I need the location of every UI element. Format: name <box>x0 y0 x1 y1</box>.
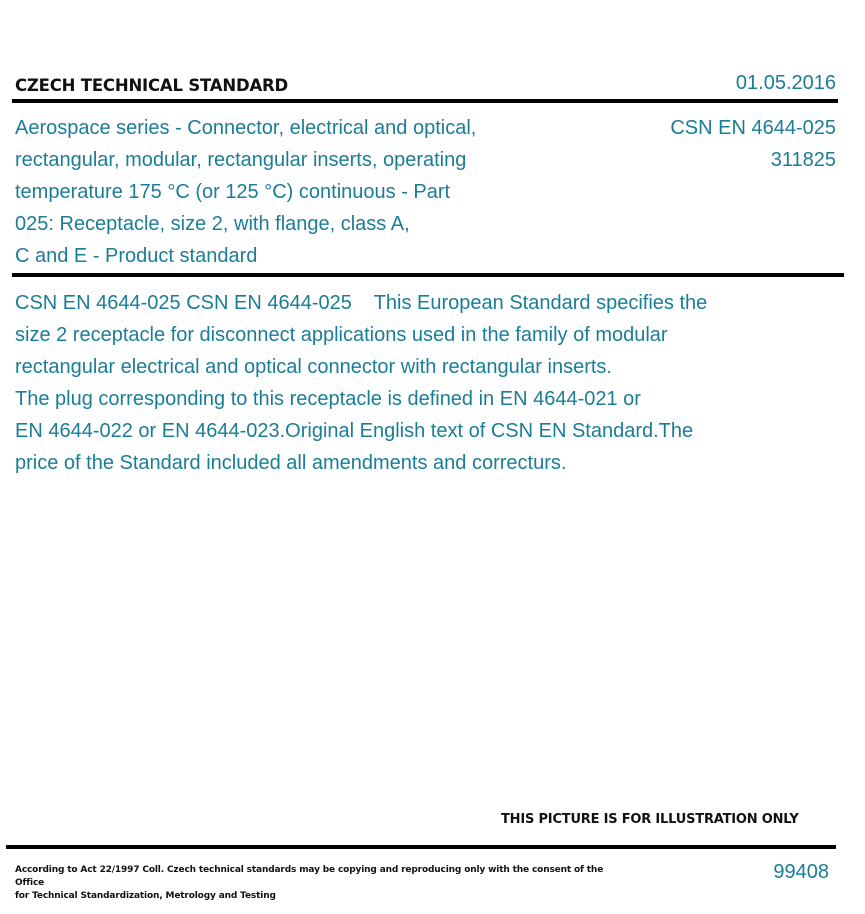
standard-title-line: C and E - Product standard <box>15 245 258 267</box>
header-rule <box>12 99 838 103</box>
standard-title-line: Aerospace series - Connector, electrical and optical, <box>15 117 477 139</box>
footer-rule <box>6 845 836 849</box>
legal-notice <box>15 864 615 903</box>
abstract-line: rectangular electrical and optical connector with rectangular inserts. <box>15 356 612 378</box>
document-header-title: CZECH TECHNICAL STANDARD <box>15 76 289 95</box>
legal-notice-line: According to Act 22/1997 Coll. Czech technical standards may be copying and reproducing only with the consent of the Office <box>15 865 604 888</box>
standard-title <box>15 112 575 272</box>
standard-code: CSN EN 4644-025 <box>670 117 836 139</box>
document-number: 99408 <box>773 861 829 883</box>
abstract-line: CSN EN 4644-025 CSN EN 4644-025 This European Standard specifies the <box>15 292 708 314</box>
abstract-line: The plug corresponding to this receptacle is defined in EN 4644-021 or <box>15 388 641 410</box>
standard-title-line: rectangular, modular, rectangular inserts, operating <box>15 149 467 171</box>
legal-notice-line: for Technical Standardization, Metrology and Testing <box>15 891 276 901</box>
abstract-line: size 2 receptacle for disconnect applications used in the family of modular <box>15 324 668 346</box>
abstract-line: price of the Standard included all amendments and correcturs. <box>15 452 567 474</box>
standard-abstract <box>15 287 815 479</box>
classification-number: 311825 <box>770 149 836 171</box>
standard-identifier <box>670 112 836 176</box>
abstract-line: EN 4644-022 or EN 4644-023.Original English text of CSN EN Standard.The <box>15 420 694 442</box>
publication-date: 01.05.2016 <box>735 72 836 94</box>
illustration-disclaimer: THIS PICTURE IS FOR ILLUSTRATION ONLY <box>501 812 799 827</box>
title-rule <box>12 273 844 277</box>
standard-title-line: 025: Receptacle, size 2, with flange, class A, <box>15 213 410 235</box>
standard-title-line: temperature 175 °C (or 125 °C) continuous - Part <box>15 181 451 203</box>
